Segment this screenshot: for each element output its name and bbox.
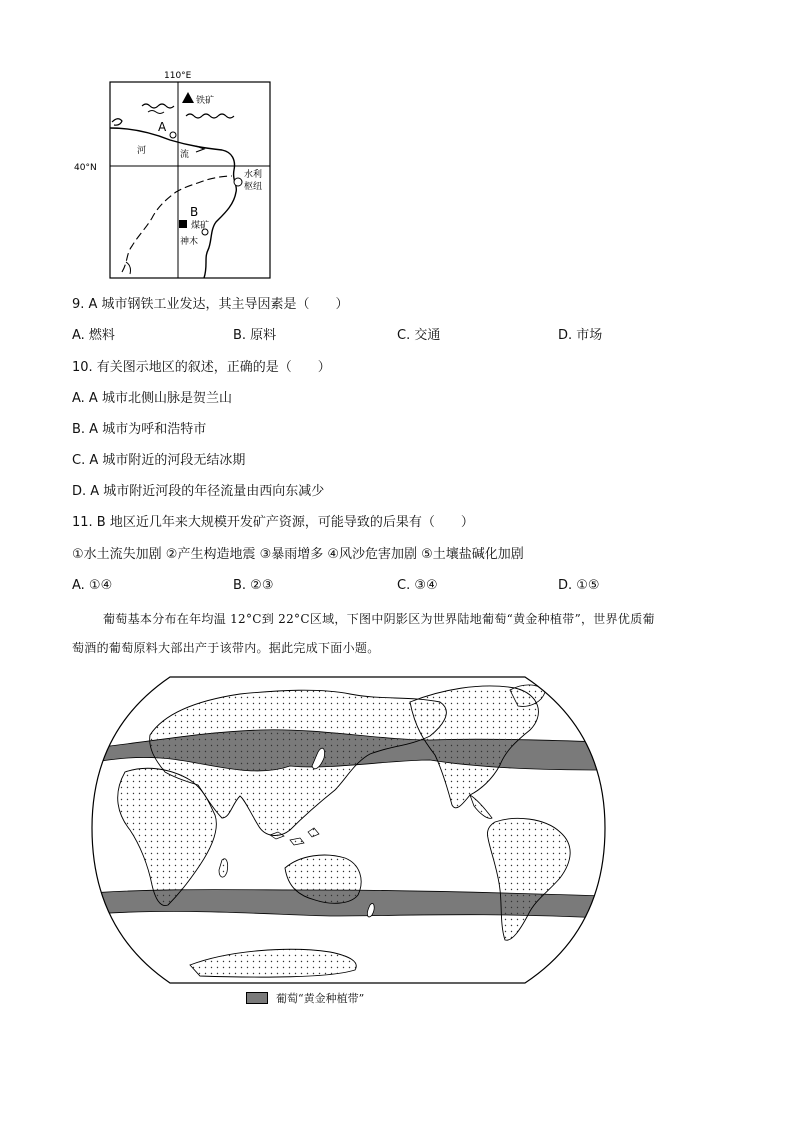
q11-option-a[interactable]: A. ①④ [72,578,113,593]
q9-option-a[interactable]: A. 燃料 [72,328,115,343]
river-label-1: 河 [137,146,147,156]
q10-option-b[interactable]: B. A 城市为呼和浩特市 [72,422,207,437]
city-a-label: A [158,120,167,134]
lat-label: 40°N [74,163,97,173]
lon-label: 110°E [164,71,192,81]
q9-option-b[interactable]: B. 原料 [233,328,277,343]
dam-label-1: 水利 [244,170,263,180]
q11-items: ①水土流失加剧 ②产生构造地震 ③暴雨增多 ④风沙危害加剧 ⑤土壤盐碱化加剧 [72,547,524,562]
iron-label: 铁矿 [196,96,215,106]
river-label-2: 流 [180,150,190,160]
intro-line-1: 葡萄基本分布在年均温 12°C到 22°C区域，下图中阴影区为世界陆地葡萄“黄金种植带”，世界优质葡 [103,612,655,626]
shenmu-label: 神木 [180,237,199,247]
q9-stem: 9. A 城市钢铁工业发达，其主导因素是（ ） [72,297,349,312]
intro-line-2: 萄酒的葡萄原料大部出产于该带内。据此完成下面小题。 [72,641,380,655]
dam-label-2: 枢纽 [244,182,263,192]
q9-option-c[interactable]: C. 交通 [397,328,441,343]
legend-swatch [246,992,268,1004]
coal-label: 煤矿 [191,221,210,231]
q10-stem: 10. 有关图示地区的叙述，正确的是（ ） [72,360,331,375]
q11-option-c[interactable]: C. ③④ [397,578,438,593]
legend-label: 葡萄“黄金种植带” [276,992,365,1005]
q11-option-b[interactable]: B. ②③ [233,578,274,593]
q9-option-d[interactable]: D. 市场 [558,328,603,343]
q11-stem: 11. B 地区近几年来大规模开发矿产资源，可能导致的后果有（ ） [72,515,474,530]
regional-map [60,60,290,285]
world-map [88,668,608,990]
q10-option-c[interactable]: C. A 城市附近的河段无结冰期 [72,453,246,468]
q10-option-d[interactable]: D. A 城市附近河段的年径流量由西向东减少 [72,484,325,499]
q10-option-a[interactable]: A. A 城市北侧山脉是贺兰山 [72,391,232,406]
antarctica [190,949,356,977]
legend [246,990,364,1006]
south-america [487,818,570,940]
city-b-label: B [190,205,199,219]
q11-option-d[interactable]: D. ①⑤ [558,578,600,593]
